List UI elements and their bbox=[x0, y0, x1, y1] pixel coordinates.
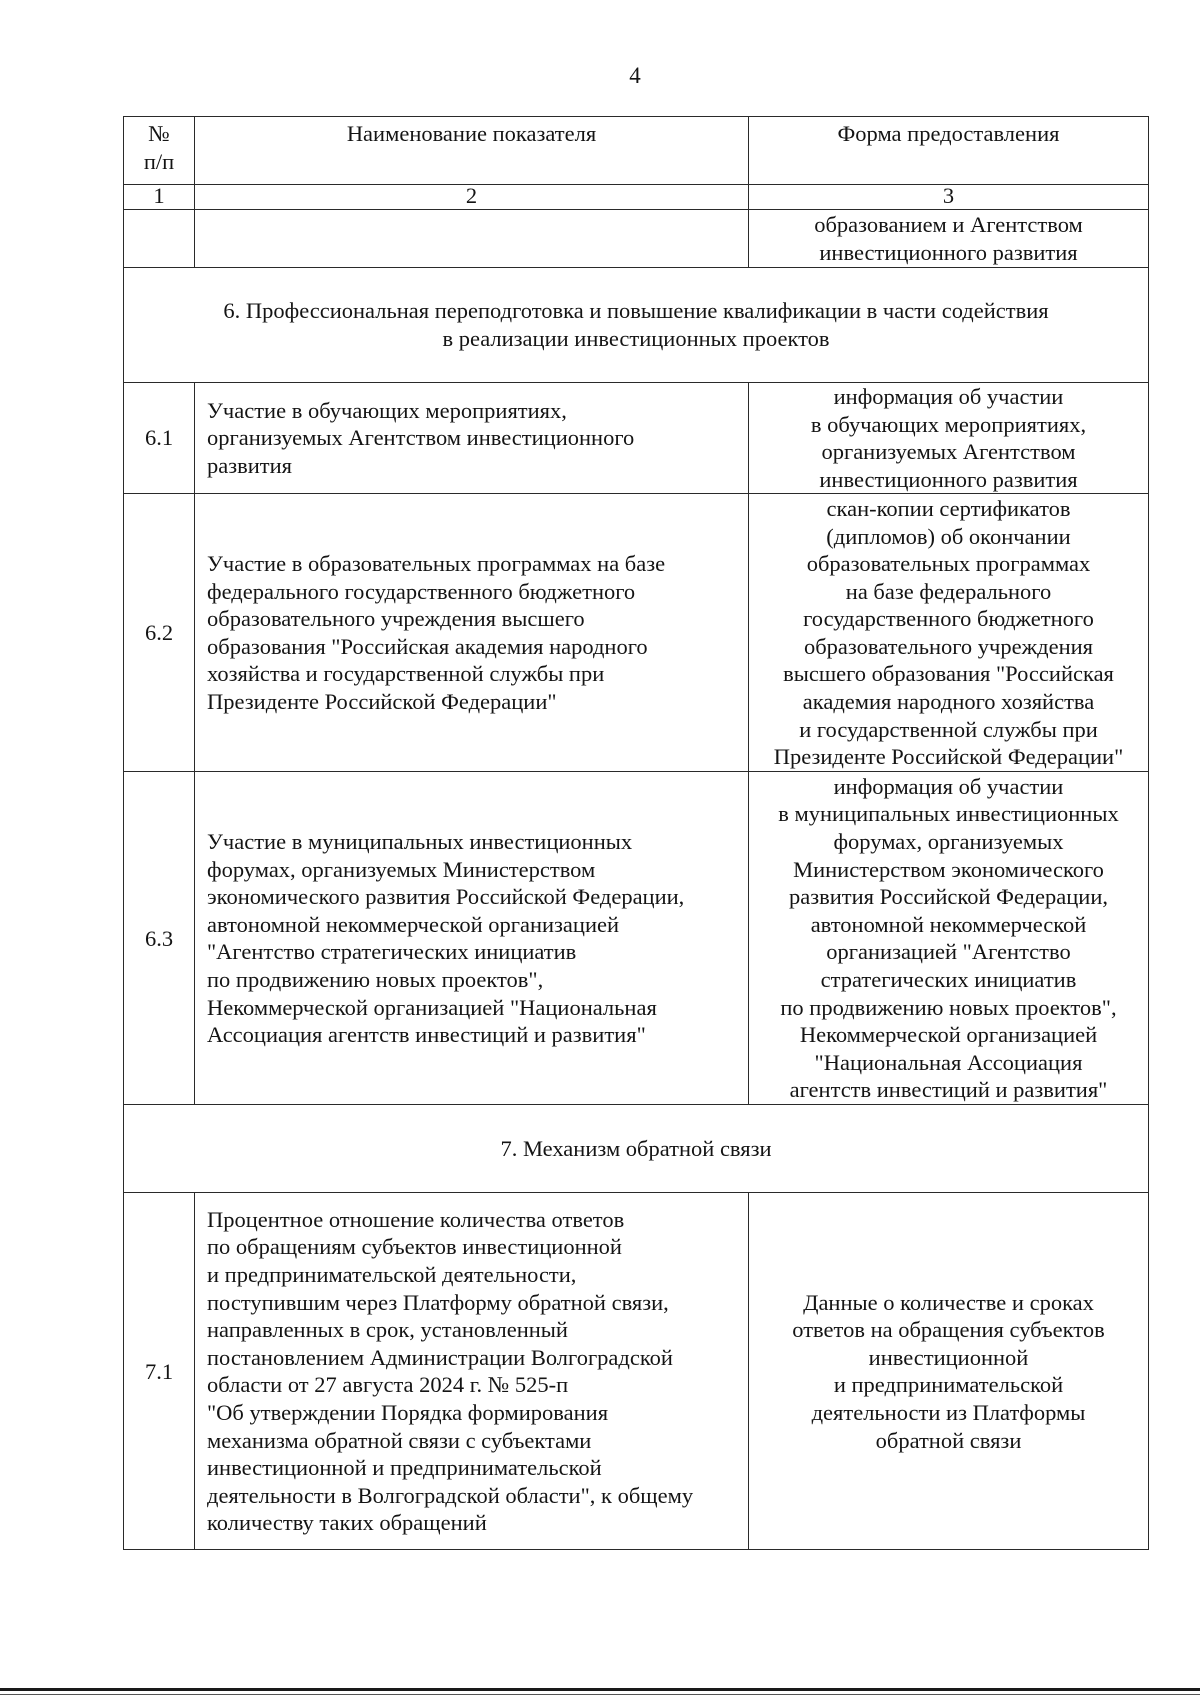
indicators-table bbox=[123, 116, 1149, 1550]
continuation-row bbox=[124, 210, 1149, 268]
indicator-name: Процентное отношение количества ответов по обращениям субъектов инвестиционной и предпринимательской деятельности, поступившим через Платформу обратной связи, направленных в срок, установленный постановлением Администрации Волгоградской области от 27 августа 2024 г. № 525-п "Об утверждении Порядка формирования механизма обратной связи с субъектами инвестиционной и предпринимательской деятельности в Волгоградской области", к общему количеству таких обращений bbox=[195, 1193, 749, 1550]
submission-form: Данные о количестве и сроках ответов на обращения субъектов инвестиционной и предпринимательской деятельности из Платформы обратной связи bbox=[749, 1193, 1149, 1550]
indicator-name: Участие в муниципальных инвестиционных форумах, организуемых Министерством экономического развития Российской Федерации, автономной некоммерческой организацией "Агентство стратегических инициатив по продвижению новых проектов", Некоммерческой организацией "Национальная Ассоциация агентств инвестиций и развития" bbox=[195, 772, 749, 1105]
table-row bbox=[124, 494, 1149, 772]
column-number-2: 2 bbox=[195, 185, 749, 210]
indicator-name: Участие в обучающих мероприятиях, организуемых Агентством инвестиционного развития bbox=[195, 383, 749, 494]
section-6-row bbox=[124, 268, 1149, 383]
section-7-row bbox=[124, 1105, 1149, 1193]
header-number: № п/п bbox=[124, 117, 195, 185]
column-numbers-row bbox=[124, 185, 1149, 210]
row-number: 6.2 bbox=[124, 494, 195, 772]
table-header-row bbox=[124, 117, 1149, 185]
indicator-name: Участие в образовательных программах на базе федерального государственного бюджетного образовательного учреждения высшего образования "Российская академия народного хозяйства и государственной службы при Президенте Российской Федерации" bbox=[195, 494, 749, 772]
page-number: 4 bbox=[629, 63, 641, 88]
continuation-form-cell: образованием и Агентством инвестиционного развития bbox=[749, 210, 1149, 268]
row-number: 6.1 bbox=[124, 383, 195, 494]
header-submission-form: Форма предоставления bbox=[749, 117, 1149, 185]
page-bottom-rule-thin bbox=[0, 1694, 1200, 1695]
column-number-3: 3 bbox=[749, 185, 1149, 210]
row-number: 6.3 bbox=[124, 772, 195, 1105]
row-number: 7.1 bbox=[124, 1193, 195, 1550]
table-row bbox=[124, 1193, 1149, 1550]
submission-form: информация об участии в обучающих мероприятиях, организуемых Агентством инвестиционного развития bbox=[749, 383, 1149, 494]
section-7-title: 7. Механизм обратной связи bbox=[124, 1105, 1149, 1193]
section-6-title: 6. Профессиональная переподготовка и повышение квалификации в части содействия в реализации инвестиционных проектов bbox=[124, 268, 1149, 383]
continuation-name-cell bbox=[195, 210, 749, 268]
table-row bbox=[124, 772, 1149, 1105]
continuation-number-cell bbox=[124, 210, 195, 268]
table-row bbox=[124, 383, 1149, 494]
header-indicator-name: Наименование показателя bbox=[195, 117, 749, 185]
submission-form: информация об участии в муниципальных инвестиционных форумах, организуемых Министерством экономического развития Российской Федерации, автономной некоммерческой организацией "Агентство стратегических инициатив по продвижению новых проектов", Некоммерческой организацией "Национальная Ассоциация агентств инвестиций и развития" bbox=[749, 772, 1149, 1105]
column-number-1: 1 bbox=[124, 185, 195, 210]
page-bottom-rule bbox=[0, 1688, 1200, 1691]
submission-form: скан-копии сертификатов (дипломов) об окончании образовательных программах на базе федерального государственного бюджетного образовательного учреждения высшего образования "Российская академия народного хозяйства и государственной службы при Президенте Российской Федерации" bbox=[749, 494, 1149, 772]
